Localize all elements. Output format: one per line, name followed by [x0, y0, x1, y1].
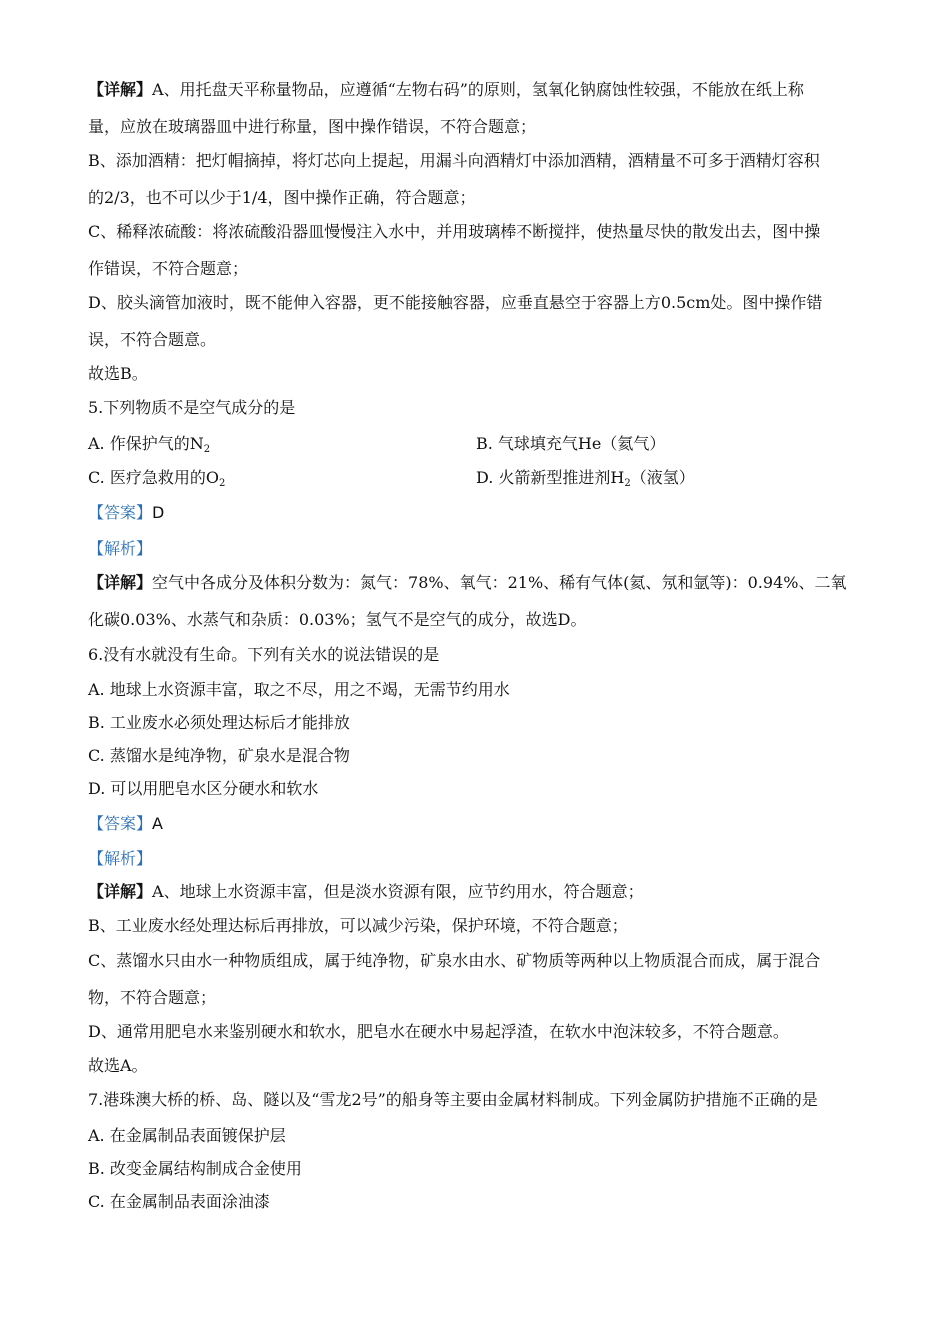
q6-analysis-tag: 【解析】 — [88, 849, 153, 868]
detail-marker: 【详解】 — [88, 573, 153, 592]
q4-detail-a-text: A、用托盘天平称量物品，应遵循“左物右码”的原则，氢氧化钠腐蚀性较强，不能放在纸上称 — [152, 80, 804, 99]
q6-stem: 6.没有水就没有生命。下列有关水的说法错误的是 — [88, 645, 440, 664]
answer-tag: 【答案】 — [88, 503, 153, 522]
q5-option-d-suffix: （液氢） — [630, 468, 695, 487]
detail-marker: 【详解】 — [88, 80, 153, 99]
q5-option-c — [88, 467, 225, 495]
q5-option-d-subscript: 2 — [624, 478, 631, 489]
q6-detail-c-line2: 物，不符合题意； — [88, 988, 217, 1007]
q7-option-c: C. 在金属制品表面涂油漆 — [88, 1192, 270, 1211]
q6-option-b: B. 工业废水必须处理达标后才能排放 — [88, 713, 350, 732]
q5-option-d — [476, 467, 695, 495]
q7-stem: 7.港珠澳大桥的桥、岛、隧以及“雪龙2号”的船身等主要由金属材料制成。下列金属防护措施不正确的是 — [88, 1090, 818, 1109]
q5-option-c-text: C. 医疗急救用的O — [88, 468, 219, 487]
q6-answer-value: A — [152, 814, 163, 833]
q6-option-a: A. 地球上水资源丰富，取之不尽，用之不竭，无需节约用水 — [88, 680, 510, 699]
q4-detail-b-line1: B、添加酒精：把灯帽摘掉，将灯芯向上提起，用漏斗向酒精灯中添加酒精，酒精量不可多于酒精灯容积 — [88, 151, 820, 170]
q6-conclusion: 故选A。 — [88, 1056, 148, 1075]
q5-option-c-subscript: 2 — [218, 478, 226, 489]
q5-answer — [88, 502, 164, 524]
answer-tag: 【答案】 — [88, 814, 153, 833]
q5-stem: 5.下列物质不是空气成分的是 — [88, 398, 296, 417]
q5-option-b: B. 气球填充气He（氦气） — [476, 434, 666, 453]
q6-option-d: D. 可以用肥皂水区分硬水和软水 — [88, 779, 319, 798]
q6-option-c: C. 蒸馏水是纯净物，矿泉水是混合物 — [88, 746, 350, 765]
q6-detail-a-line — [88, 881, 644, 903]
q7-option-a: A. 在金属制品表面镀保护层 — [88, 1126, 286, 1145]
q6-answer — [88, 813, 163, 835]
q5-option-a-text: A. 作保护气的N — [88, 434, 204, 453]
q5-detail-text: 空气中各成分及体积分数为：氮气：78%、氧气：21%、稀有气体(氦、氖和氩等)：0.94%、二氧 — [152, 573, 847, 592]
q4-detail-a-line2: 量，应放在玻璃器皿中进行称量，图中操作错误，不符合题意； — [88, 117, 537, 136]
detail-marker: 【详解】 — [88, 882, 153, 901]
q5-option-d-text: D. 火箭新型推进剂H — [476, 468, 625, 487]
q5-analysis-tag: 【解析】 — [88, 539, 153, 558]
q5-detail-line2: 化碳0.03%、水蒸气和杂质：0.03%；氢气不是空气的成分，故选D。 — [88, 610, 587, 629]
q6-detail-c-line1: C、蒸馏水只由水一种物质组成，属于纯净物，矿泉水由水、矿物质等两种以上物质混合而成，属于混合 — [88, 951, 821, 970]
q7-option-b: B. 改变金属结构制成合金使用 — [88, 1159, 302, 1178]
q6-detail-d-line: D、通常用肥皂水来鉴别硬水和软水，肥皂水在硬水中易起浮渣，在软水中泡沫较多，不符合题意。 — [88, 1022, 789, 1041]
q4-conclusion: 故选B。 — [88, 364, 148, 383]
q4-detail-c-line1: C、稀释浓硫酸：将浓硫酸沿器皿慢慢注入水中，并用玻璃棒不断搅拌，使热量尽快的散发出去，图中操 — [88, 222, 821, 241]
q4-detail-a-line1 — [88, 79, 804, 101]
q4-detail-d-line1: D、胶头滴管加液时，既不能伸入容器，更不能接触容器，应垂直悬空于容器上方0.5cm处。图中操作错 — [88, 293, 823, 312]
q5-answer-value: D — [152, 503, 165, 522]
q5-detail-line1 — [88, 572, 846, 594]
q4-detail-d-line2: 误，不符合题意。 — [88, 330, 217, 349]
q6-detail-b-line: B、工业废水经处理达标后再排放，可以减少污染，保护环境，不符合题意； — [88, 916, 628, 935]
q5-option-a-subscript: 2 — [203, 444, 211, 455]
q5-option-a — [88, 433, 210, 461]
q4-detail-b-line2: 的2/3，也不可以少于1/4，图中操作正确，符合题意； — [88, 188, 476, 207]
q6-detail-a-text: A、地球上水资源丰富，但是淡水资源有限，应节约用水，符合题意； — [152, 882, 644, 901]
q4-detail-c-line2: 作错误，不符合题意； — [88, 259, 249, 278]
